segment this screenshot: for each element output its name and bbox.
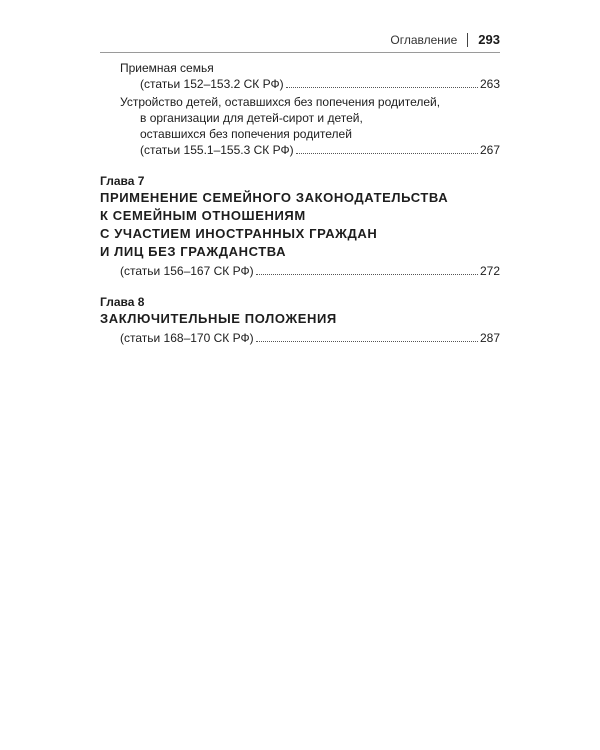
chapter-title-line: К СЕМЕЙНЫМ ОТНОШЕНИЯМ (100, 208, 306, 223)
toc-entry-title-line2: в организации для детей-сирот и детей, (140, 111, 363, 125)
chapter-title-line: С УЧАСТИЕМ ИНОСТРАННЫХ ГРАЖДАН (100, 226, 378, 241)
toc-entry-title: Приемная семья (120, 61, 214, 75)
toc-entry-articles: (статьи 156–167 СК РФ) (120, 264, 254, 278)
toc-entry (100, 330, 500, 346)
toc-entry-child-placement (100, 94, 500, 158)
toc-entry-title-line1: Устройство детей, оставшихся без попечения родителей, (120, 95, 441, 109)
toc-entry-page: 267 (479, 143, 500, 157)
toc-entry-line (100, 142, 500, 158)
dot-leader (296, 153, 478, 154)
chapter-label: Глава 7 (100, 174, 145, 188)
header-rule (100, 52, 500, 53)
toc-entry-line (100, 330, 500, 346)
page-number: 293 (478, 32, 500, 47)
running-header (390, 32, 500, 47)
toc-entry (100, 263, 500, 279)
dot-leader (256, 274, 478, 275)
toc-entry-page: 263 (479, 77, 500, 91)
toc-entry-title-line3: оставшихся без попечения родителей (140, 127, 352, 141)
toc-entry-articles: (статьи 155.1–155.3 СК РФ) (140, 143, 294, 157)
toc-chapter-8 (100, 295, 500, 346)
header-divider (467, 33, 468, 47)
chapter-title-line: ПРИМЕНЕНИЕ СЕМЕЙНОГО ЗАКОНОДАТЕЛЬСТВА (100, 190, 449, 205)
toc-entry-line (100, 76, 500, 92)
header-title: Оглавление (390, 32, 458, 47)
toc-entry-articles: (статьи 152–153.2 СК РФ) (140, 77, 284, 91)
chapter-title-line: И ЛИЦ БЕЗ ГРАЖДАНСТВА (100, 244, 287, 259)
toc-chapter-7 (100, 174, 500, 279)
dot-leader (256, 341, 478, 342)
toc-entry-line (100, 263, 500, 279)
toc-entry-articles: (статьи 168–170 СК РФ) (120, 331, 254, 345)
table-of-contents (100, 60, 500, 346)
toc-entry-foster-family (100, 60, 500, 92)
dot-leader (286, 87, 478, 88)
chapter-label: Глава 8 (100, 295, 145, 309)
toc-entry-page: 287 (479, 331, 500, 345)
chapter-title-line: ЗАКЛЮЧИТЕЛЬНЫЕ ПОЛОЖЕНИЯ (100, 311, 337, 326)
toc-entry-page: 272 (479, 264, 500, 278)
